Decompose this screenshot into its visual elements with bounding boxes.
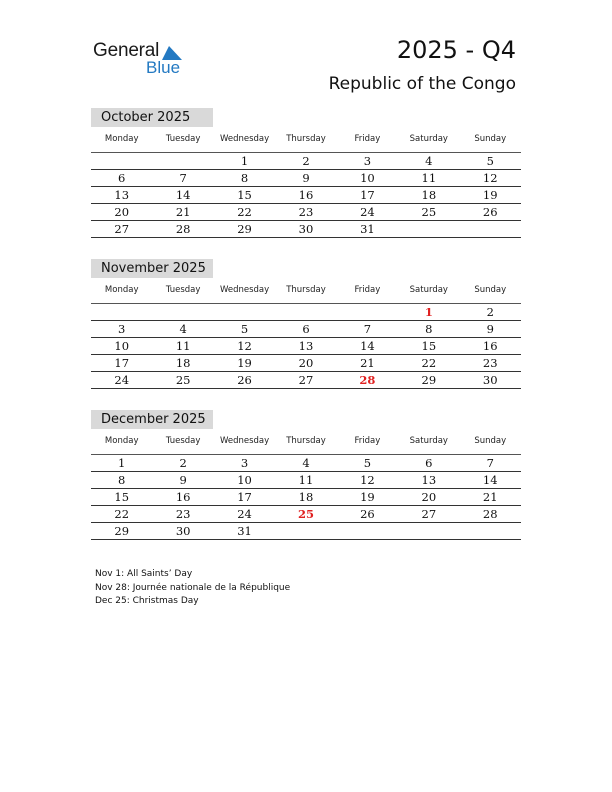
day-cell: 16 (298, 188, 314, 202)
day-cell: 20 (298, 356, 314, 370)
day-cell: 3 (240, 456, 249, 470)
day-cell: 19 (482, 188, 498, 202)
day-cell: 7 (486, 456, 494, 470)
week-row (91, 170, 521, 187)
day-cell: 4 (302, 456, 310, 470)
day-cell: 11 (421, 171, 437, 185)
day-cell: 20 (114, 205, 130, 219)
day-cell: 13 (114, 188, 130, 202)
weekday-header-row (91, 434, 521, 455)
day-cell: 23 (175, 507, 191, 521)
month-november (91, 259, 521, 389)
day-cell: 27 (421, 507, 437, 521)
day-cell (152, 304, 213, 320)
holiday-note: Nov 28: Journée nationale de la République (95, 582, 291, 593)
day-cell: 26 (237, 373, 252, 387)
day-cell: 2 (302, 154, 310, 168)
holiday-note: Nov 1: All Saints’ Day (95, 569, 193, 579)
day-cell: 7 (179, 171, 187, 185)
month-title: October 2025 (91, 108, 213, 127)
day-cell: 17 (360, 188, 375, 202)
day-cell: 14 (482, 473, 498, 487)
weekday-label: Friday (354, 134, 381, 144)
weekday-header-row (91, 132, 521, 153)
day-cell: 12 (237, 339, 252, 353)
day-cell: 5 (486, 154, 494, 168)
day-cell: 29 (114, 524, 130, 538)
day-cell: 24 (360, 205, 375, 219)
day-cell: 6 (425, 456, 433, 470)
weekday-label: Wednesday (219, 436, 270, 446)
day-cell: 21 (175, 205, 191, 219)
day-cell: 14 (360, 339, 375, 353)
weekday-label: Thursday (286, 134, 326, 144)
week-row (91, 221, 521, 238)
weekday-label: Saturday (409, 134, 448, 144)
week-row (91, 472, 521, 489)
day-cell (91, 304, 152, 320)
day-cell: 12 (482, 171, 498, 185)
day-cell: 26 (360, 507, 375, 521)
day-cell: 23 (482, 356, 498, 370)
week-row (91, 506, 521, 523)
week-row (91, 489, 521, 506)
week-row (91, 304, 521, 321)
weekday-label: Saturday (409, 436, 448, 446)
day-cell (152, 153, 213, 169)
day-cell: 12 (360, 473, 375, 487)
weekday-label: Tuesday (165, 285, 201, 295)
day-cell: 24 (237, 507, 252, 521)
day-cell: 27 (298, 373, 314, 387)
week-row (91, 372, 521, 389)
day-cell: 15 (114, 490, 130, 504)
country-name: Republic of the Congo (328, 74, 516, 94)
day-cell: 21 (360, 356, 375, 370)
day-cell: 8 (425, 322, 433, 336)
holiday-day-cell: 28 (359, 373, 376, 387)
weekday-label: Friday (354, 285, 381, 295)
day-cell: 10 (360, 171, 375, 185)
day-cell: 31 (237, 524, 252, 538)
day-cell (91, 153, 152, 169)
day-cell: 18 (175, 356, 191, 370)
day-cell: 7 (363, 322, 372, 336)
week-row (91, 523, 521, 540)
week-row (91, 355, 521, 372)
day-cell (460, 523, 521, 539)
day-cell: 22 (421, 356, 437, 370)
holiday-notes (95, 568, 290, 609)
holiday-day-cell: 1 (424, 305, 433, 319)
day-cell: 11 (175, 339, 191, 353)
day-cell: 30 (482, 373, 498, 387)
day-cell (398, 221, 459, 237)
day-cell: 26 (482, 205, 498, 219)
month-december (91, 410, 521, 540)
weekday-label: Friday (354, 436, 381, 446)
day-cell (214, 304, 275, 320)
month-october (91, 108, 521, 238)
day-cell: 9 (302, 171, 310, 185)
day-cell: 23 (298, 205, 314, 219)
day-cell: 6 (302, 322, 310, 336)
day-cell: 3 (118, 322, 126, 336)
day-cell: 14 (175, 188, 191, 202)
day-cell: 21 (482, 490, 498, 504)
weekday-label: Thursday (286, 285, 326, 295)
day-cell: 31 (360, 222, 375, 236)
day-cell: 8 (118, 473, 126, 487)
logo-text-blue: Blue (146, 58, 181, 77)
weekday-label: Tuesday (165, 436, 201, 446)
day-cell: 17 (114, 356, 130, 370)
day-cell (398, 523, 459, 539)
weekday-label: Wednesday (219, 134, 270, 144)
holiday-day-cell: 25 (297, 507, 314, 521)
logo-text-general: General (93, 40, 160, 61)
day-cell: 9 (179, 473, 187, 487)
week-row (91, 338, 521, 355)
day-cell (275, 304, 336, 320)
month-title: December 2025 (91, 410, 213, 429)
week-row (91, 204, 521, 221)
day-cell: 30 (175, 524, 191, 538)
day-cell: 10 (114, 339, 130, 353)
day-cell: 29 (237, 222, 252, 236)
day-cell: 20 (421, 490, 437, 504)
day-cell: 4 (425, 154, 433, 168)
weekday-label: Thursday (286, 436, 326, 446)
day-cell: 15 (421, 339, 437, 353)
day-cell (337, 523, 398, 539)
holiday-note: Dec 25: Christmas Day (95, 596, 199, 606)
weekday-label: Tuesday (165, 134, 201, 144)
day-cell: 11 (298, 473, 314, 487)
day-cell: 6 (118, 171, 126, 185)
day-cell: 28 (175, 222, 191, 236)
page-title: 2025 - Q4 (396, 36, 516, 64)
day-cell: 1 (118, 456, 126, 470)
day-cell: 19 (360, 490, 375, 504)
day-cell (275, 523, 336, 539)
weekday-label: Monday (104, 134, 139, 144)
day-cell: 13 (421, 473, 437, 487)
day-cell: 13 (298, 339, 314, 353)
day-cell: 1 (240, 154, 249, 168)
weekday-label: Monday (104, 436, 139, 446)
weekday-label: Sunday (474, 285, 507, 295)
weekday-label: Monday (104, 285, 139, 295)
day-cell: 19 (237, 356, 252, 370)
day-cell: 29 (421, 373, 437, 387)
day-cell: 9 (486, 322, 494, 336)
day-cell: 5 (363, 456, 372, 470)
weekday-header-row (91, 283, 521, 304)
week-row (91, 321, 521, 338)
generalblue-logo (93, 40, 193, 80)
week-row (91, 455, 521, 472)
week-row (91, 187, 521, 204)
day-cell: 3 (363, 154, 372, 168)
day-cell (460, 221, 521, 237)
week-row (91, 153, 521, 170)
day-cell: 17 (237, 490, 252, 504)
day-cell: 4 (179, 322, 187, 336)
day-cell: 25 (175, 373, 191, 387)
day-cell: 2 (179, 456, 187, 470)
day-cell: 5 (240, 322, 249, 336)
day-cell: 24 (114, 373, 130, 387)
day-cell: 2 (486, 305, 494, 319)
day-cell: 28 (482, 507, 498, 521)
weekday-label: Sunday (474, 134, 507, 144)
day-cell: 15 (237, 188, 252, 202)
day-cell: 18 (421, 188, 437, 202)
day-cell: 16 (482, 339, 498, 353)
weekday-label: Wednesday (219, 285, 270, 295)
day-cell: 25 (421, 205, 437, 219)
day-cell: 16 (175, 490, 191, 504)
day-cell (337, 304, 398, 320)
day-cell: 22 (114, 507, 130, 521)
day-cell: 18 (298, 490, 314, 504)
weekday-label: Sunday (474, 436, 507, 446)
day-cell: 30 (298, 222, 314, 236)
day-cell: 27 (114, 222, 130, 236)
weekday-label: Saturday (409, 285, 448, 295)
month-title: November 2025 (91, 259, 213, 278)
day-cell: 10 (237, 473, 252, 487)
day-cell: 8 (240, 171, 249, 185)
day-cell: 22 (237, 205, 252, 219)
